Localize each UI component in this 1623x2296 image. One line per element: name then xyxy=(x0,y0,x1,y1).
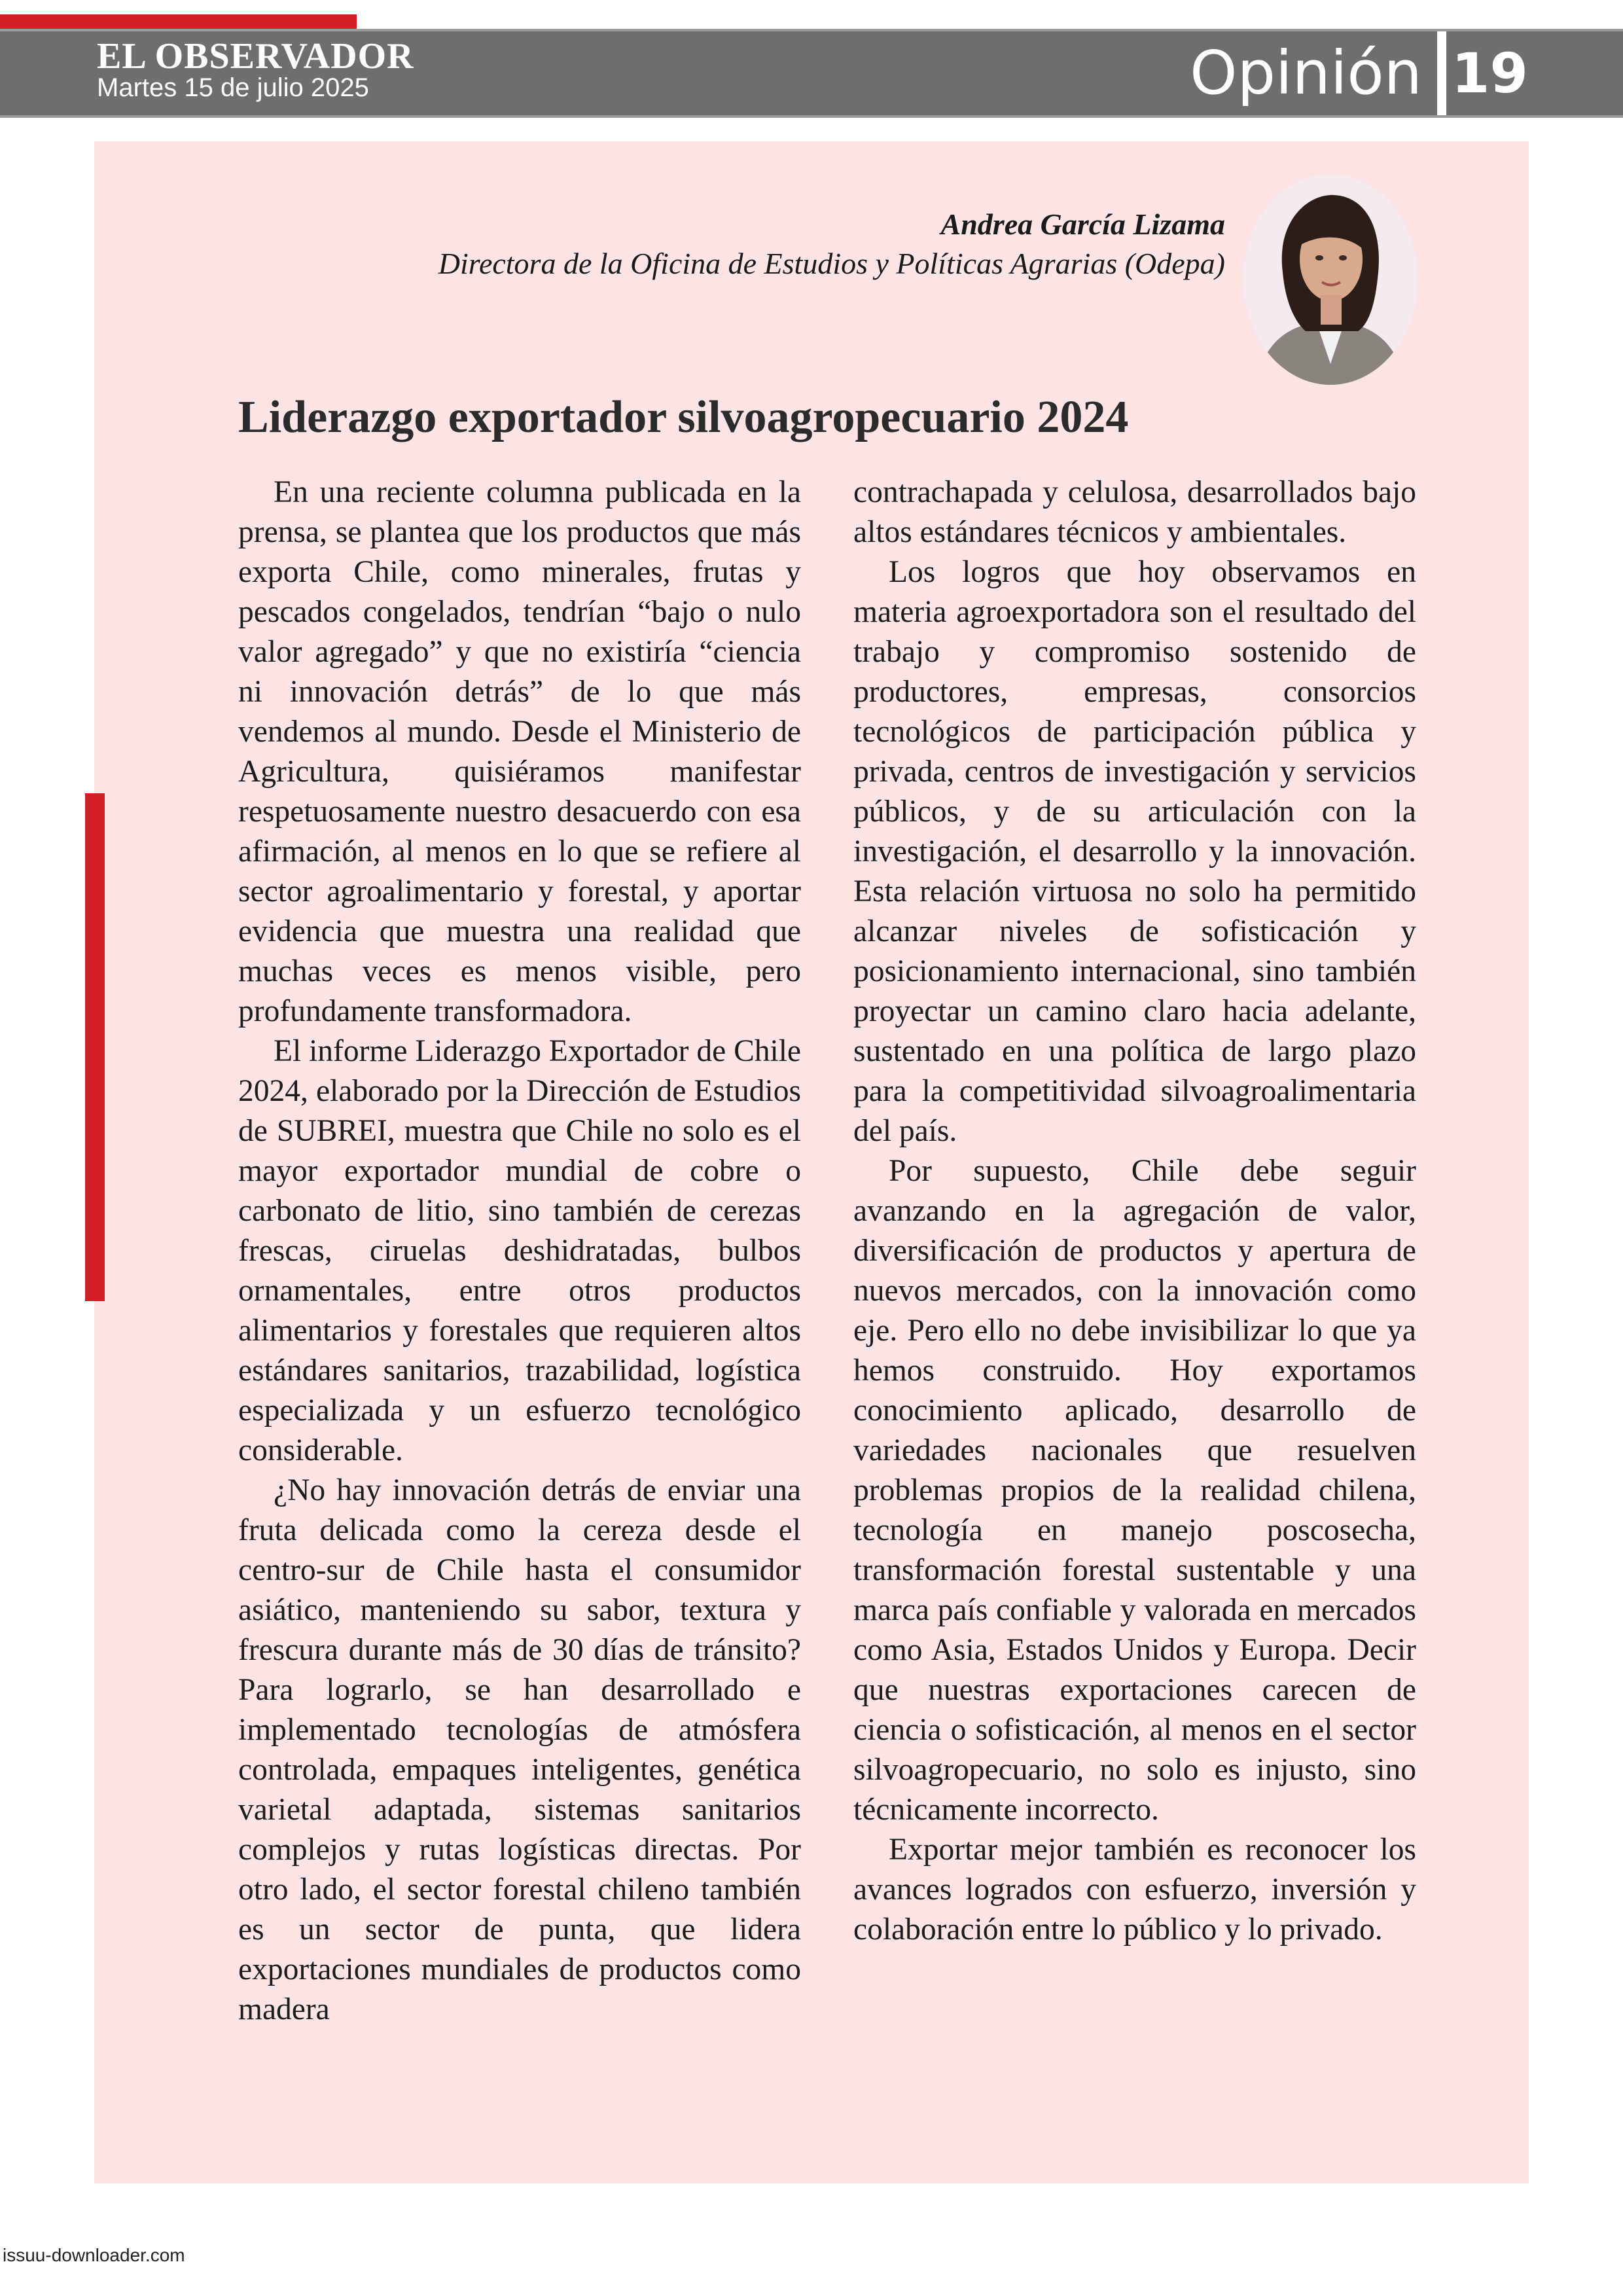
article-column-right xyxy=(853,473,1416,1950)
article-paragraph: Los logros que hoy observamos en materia agroexportadora son el resultado del trabajo y compromiso sostenido de productores, empresas, consorcios tecnológicos de participación pública y privada, centros de investigación y servicios públicos, y de su articulación con la investigación, el desarrollo y la innovación. Esta relación virtuosa no solo ha permitido alcanzar niveles de sofisticación y posicionamiento internacional, sino también proyectar un camino claro hacia adelante, sustentado en una política de largo plazo para la competitividad silvoagroalimentaria del país. xyxy=(853,555,1416,1148)
article-paragraph: El informe Liderazgo Exportador de Chile 2024, elaborado por la Dirección de Estudios de SUBREI, muestra que Chile no solo es el mayor exportador mundial de cobre o carbonato de litio, sino también de cerezas frescas, ciruelas deshidratadas, bulbos ornamentales, entre otros productos alimentarios y forestales que requieren altos estándares sanitarios, trazabilidad, logística especializada y un esfuerzo tecnológico considerable. xyxy=(238,1034,801,1467)
header-bottom-rule xyxy=(0,115,1623,118)
source-watermark: issuu-downloader.com xyxy=(3,2245,185,2265)
publication-date: Martes 15 de julio 2025 xyxy=(97,73,369,102)
article-column-left xyxy=(238,473,801,2030)
author-role: Directora de la Oficina de Estudios y Políticas Agrarias (Odepa) xyxy=(438,247,1225,280)
page-number: 19 xyxy=(1452,41,1528,105)
article-paragraph: ¿No hay innovación detrás de enviar una fruta delicada como la cereza desde el centro-sur de Chile hasta el consumidor asiático, manteniendo su sabor, textura y frescura durante más de 30 días de tránsito? Para lograrlo, se han desarrollado e implementado tecnologías de atmósfera controlada, empaques inteligentes, genética varietal adaptada, sistemas sanitarios complejos y rutas logísticas directas. Por otro lado, el sector forestal chileno también es un sector de punta, que lidera exportaciones mundiales de productos como madera xyxy=(238,1473,801,2026)
top-red-accent xyxy=(0,14,357,29)
page-number-divider xyxy=(1437,31,1446,115)
side-accent-bar xyxy=(85,793,105,1301)
section-title: Opinión xyxy=(1190,38,1422,108)
article-headline: Liderazgo exportador silvoagropecuario 2024 xyxy=(238,392,1129,442)
author-photo xyxy=(1243,174,1418,385)
author-name: Andrea García Lizama xyxy=(940,207,1225,241)
publication-name: EL OBSERVADOR xyxy=(97,36,414,77)
article-paragraph: Por supuesto, Chile debe seguir avanzando en la agregación de valor, diversificación de productos y apertura de nuevos mercados, con la innovación como eje. Pero ello no debe invisibilizar lo que ya hemos construido. Hoy exportamos conocimiento aplicado, desarrollo de variedades nacionales que resuelven problemas propios de la realidad chilena, tecnología en manejo poscosecha, transformación forestal sustentable y una marca país confiable y valorada en mercados como Asia, Estados Unidos y Europa. Decir que nuestras exportaciones carecen de ciencia o sofisticación, al menos en el sector silvoagropecuario, no solo es injusto, sino técnicamente incorrecto. xyxy=(853,1154,1416,1827)
article-paragraph: contrachapada y celulosa, desarrollados bajo altos estándares técnicos y ambientales. xyxy=(853,475,1416,549)
article-paragraph: Exportar mejor también es reconocer los avances logrados con esfuerzo, inversión y colaboración entre lo público y lo privado. xyxy=(853,1833,1416,1946)
article-paragraph: En una reciente columna publicada en la prensa, se plantea que los productos que más exporta Chile, como minerales, frutas y pescados congelados, tendrían “bajo o nulo valor agregado” y que no existiría “ciencia ni innovación detrás” de lo que más vendemos al mundo. Desde el Ministerio de Agricultura, quisiéramos manifestar respetuosamente nuestro desacuerdo con esa afirmación, al menos en lo que se refiere al sector agroalimentario y forestal, y aportar evidencia que muestra una realidad que muchas veces es menos visible, pero profundamente transformadora. xyxy=(238,475,801,1028)
